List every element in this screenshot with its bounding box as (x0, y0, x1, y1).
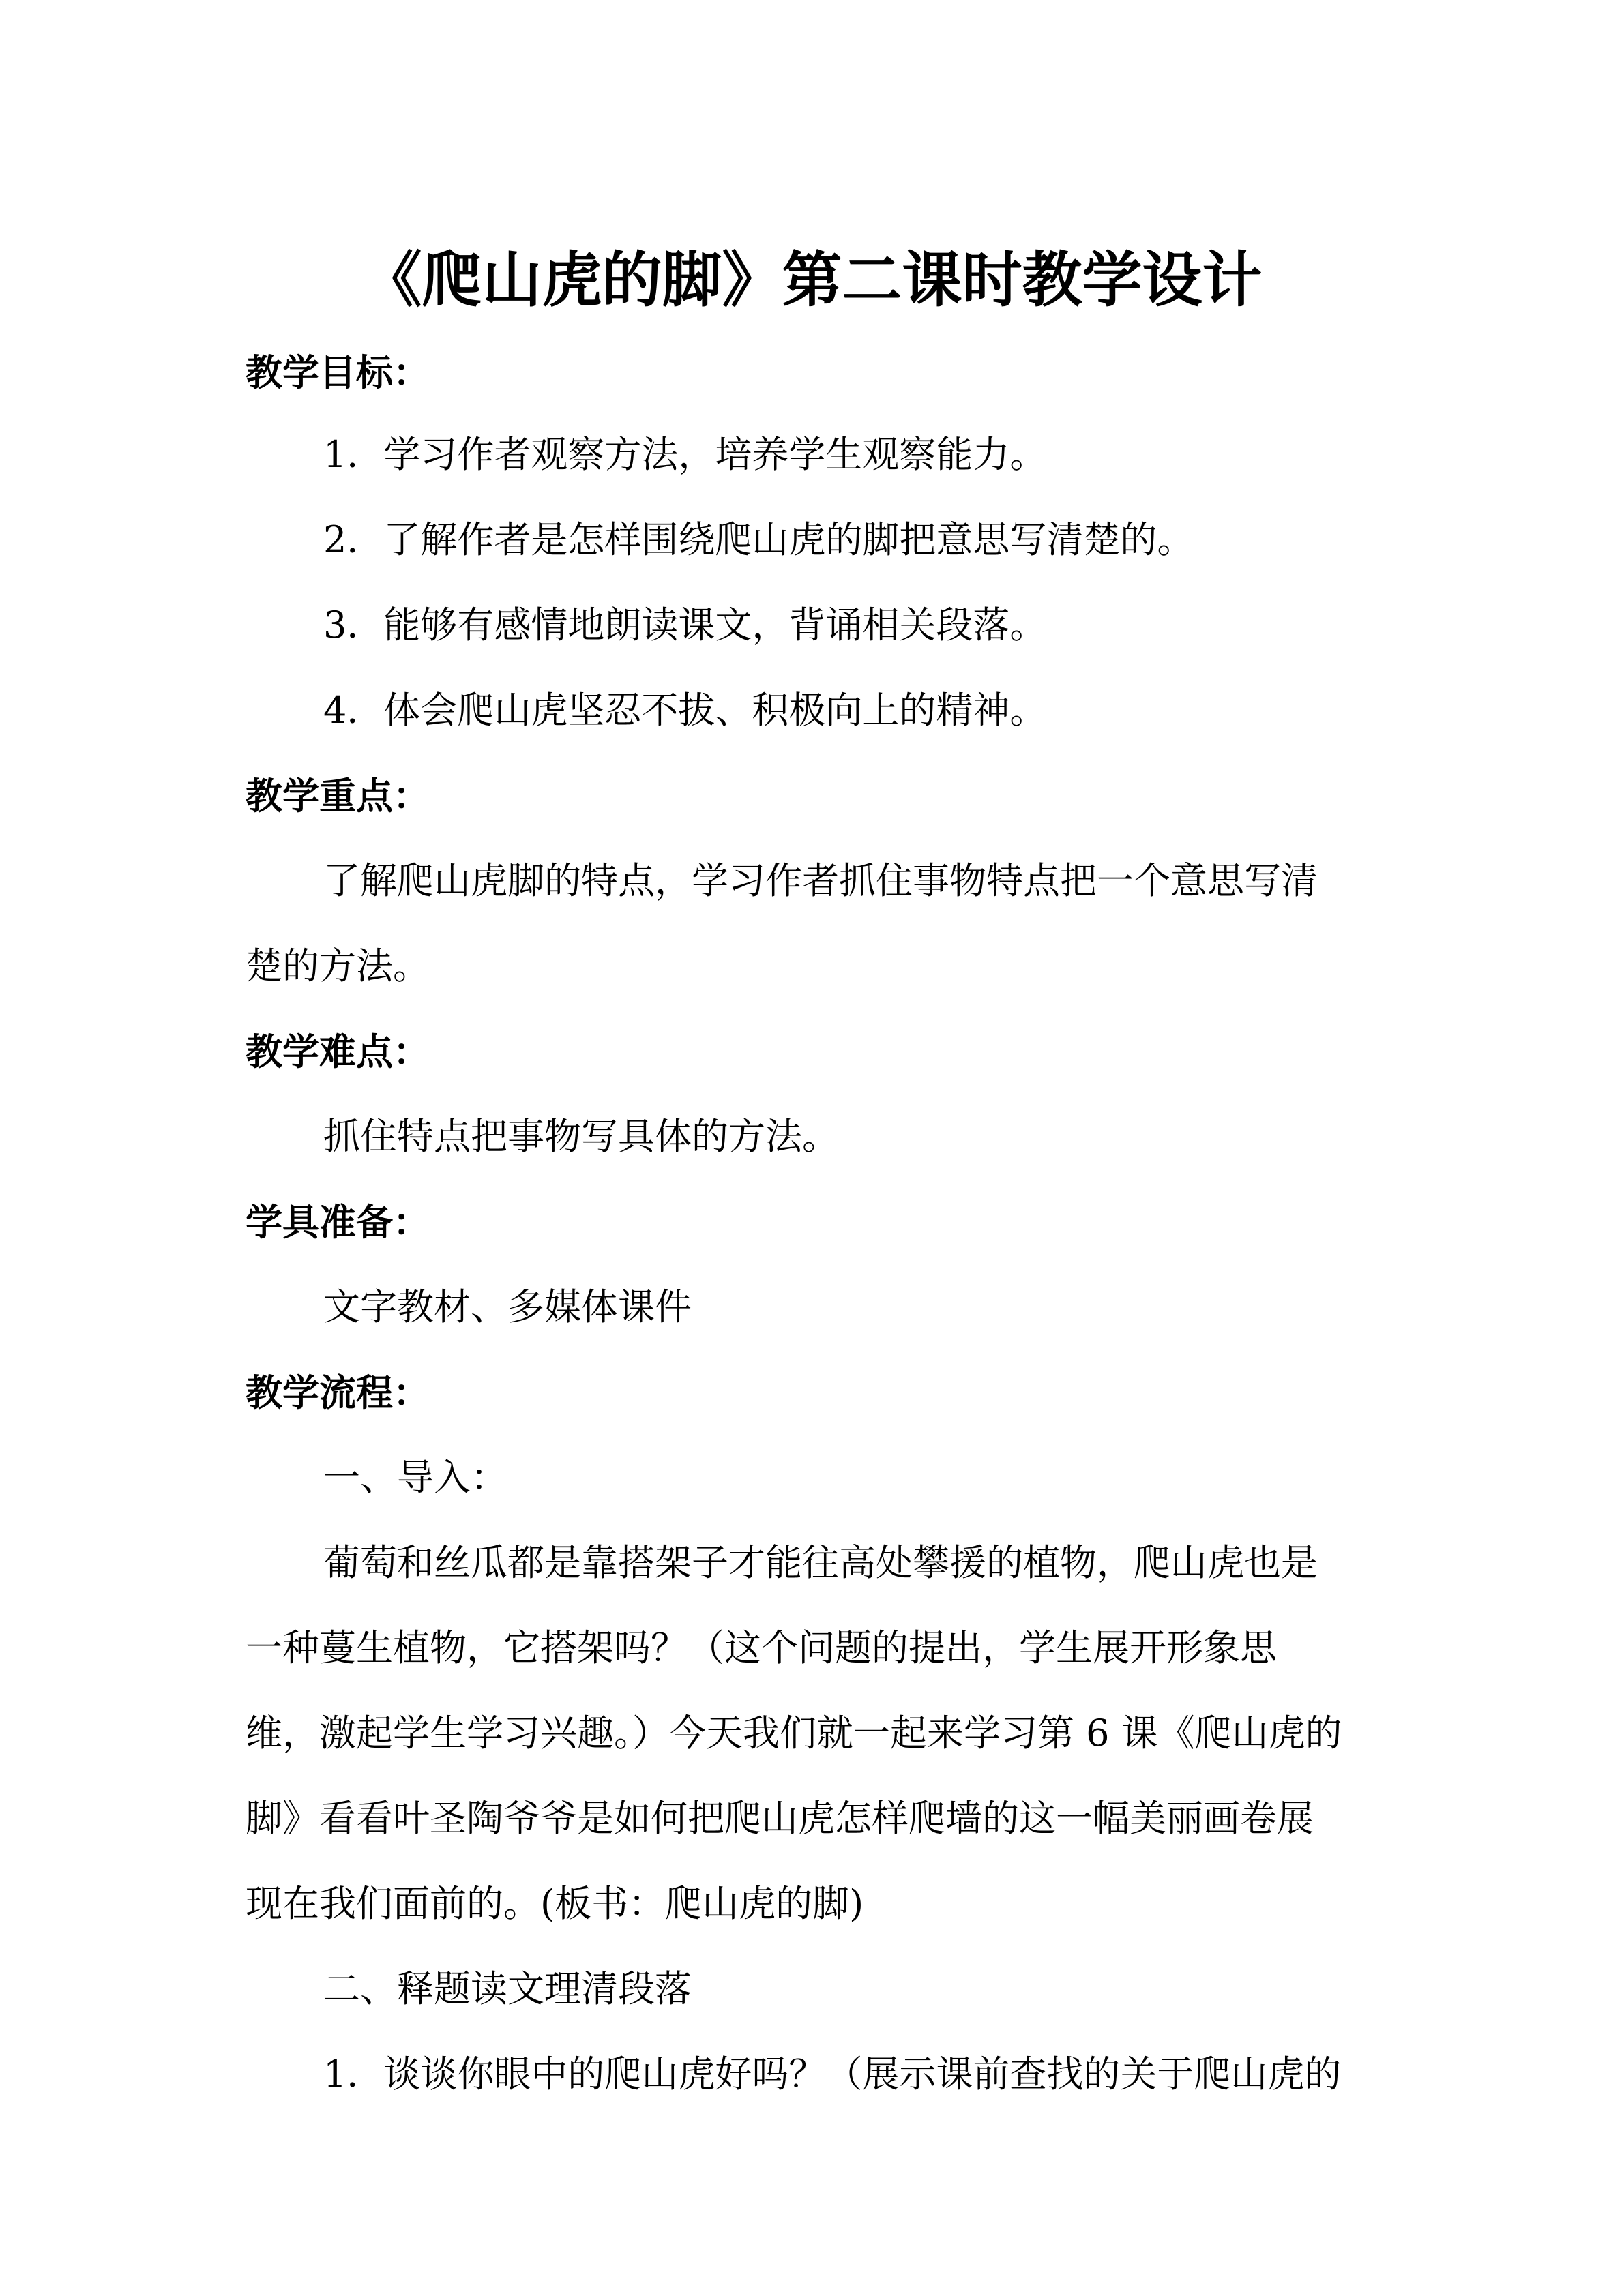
objective-item-4: 4．体会爬山虎坚忍不拔、积极向上的精神。 (323, 689, 1047, 732)
key-points-heading: 教学重点： (246, 774, 430, 818)
key-points-line-2: 楚的方法。 (246, 944, 430, 987)
process-step1-line-5: 现在我们面前的。(板书：爬山虎的脚) (246, 1882, 864, 1925)
objective-item-2: 2．了解作者是怎样围绕爬山虎的脚把意思写清楚的。 (323, 518, 1194, 561)
materials-text: 文字教材、多媒体课件 (323, 1285, 692, 1328)
process-step1-line-2: 一种蔓生植物，它搭架吗？（这个问题的提出，学生展开形象思 (246, 1626, 1277, 1669)
materials-heading: 学具准备： (246, 1200, 430, 1244)
process-step2-item-1: 1．谈谈你眼中的爬山虎好吗？（展示课前查找的关于爬山虎的 (323, 2053, 1342, 2096)
process-step1-title: 一、导入： (323, 1456, 507, 1499)
document-title: 《爬山虎的脚》第二课时教学设计 (361, 244, 1263, 315)
objective-item-3: 3．能够有感情地朗读课文，背诵相关段落。 (323, 603, 1047, 646)
difficulties-text: 抓住特点把事物写具体的方法。 (323, 1115, 839, 1158)
process-step1-line-3: 维，激起学生学习兴趣。）今天我们就一起来学习第 6 课《爬山虎的 (246, 1712, 1342, 1755)
objective-item-1: 1．学习作者观察方法，培养学生观察能力。 (323, 433, 1047, 476)
key-points-line-1: 了解爬山虎脚的特点，学习作者抓住事物特点把一个意思写清 (323, 859, 1318, 902)
difficulties-heading: 教学难点： (246, 1030, 430, 1073)
objectives-heading: 教学目标： (246, 351, 430, 394)
process-step1-line-4: 脚》看看叶圣陶爷爷是如何把爬山虎怎样爬墙的这一幅美丽画卷展 (246, 1797, 1314, 1840)
process-step2-title: 二、释题读文理清段落 (323, 1967, 692, 2010)
process-step1-line-1: 葡萄和丝瓜都是靠搭架子才能往高处攀援的植物，爬山虎也是 (323, 1541, 1318, 1584)
process-heading: 教学流程： (246, 1371, 430, 1414)
